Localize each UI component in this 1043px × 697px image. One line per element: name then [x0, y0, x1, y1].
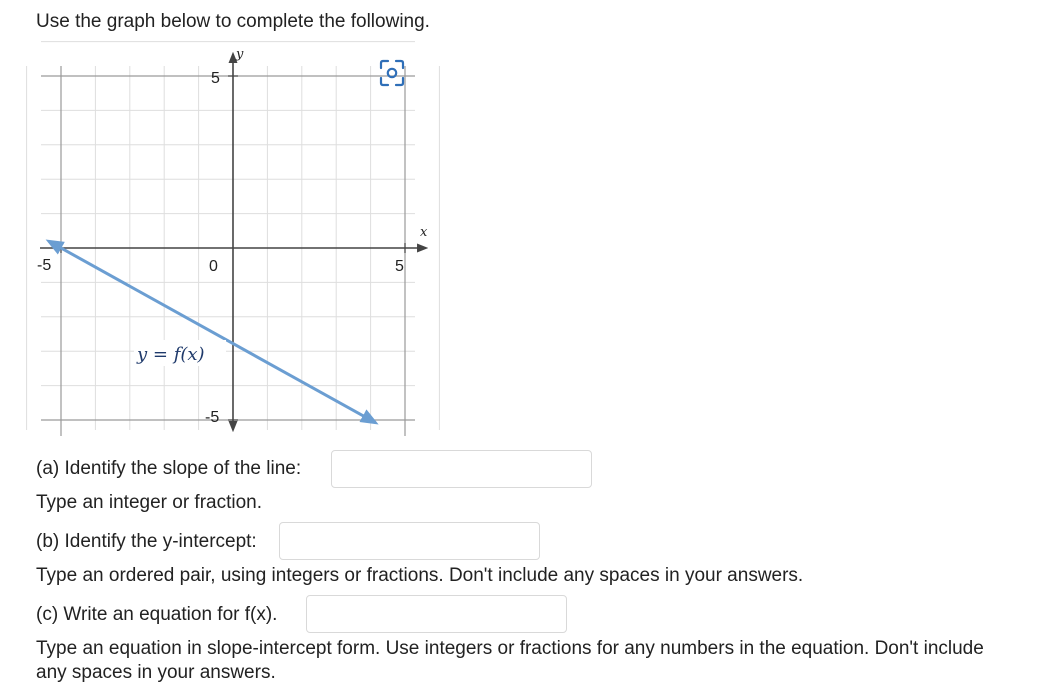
tick-label-y-pos5: 5: [211, 70, 220, 87]
tick-label-x-neg5: -5: [37, 257, 52, 274]
tick-label-x-pos5: 5: [395, 258, 404, 275]
y-intercept-input[interactable]: [279, 522, 540, 560]
x-axis-label: x: [420, 225, 428, 240]
question-c-hint: Type an equation in slope-intercept form. Use integers or fractions for any numbers in the equation. Don't include: [36, 638, 984, 659]
question-b-hint: Type an ordered pair, using integers or fractions. Don't include any spaces in your answers.: [36, 565, 804, 586]
function-label: y = f(x): [137, 344, 205, 365]
instructions: Use the graph below to complete the following.: [36, 11, 430, 32]
question-a-prompt: (a) Identify the slope of the line:: [36, 458, 302, 479]
zoom-target-icon[interactable]: [381, 61, 403, 85]
y-axis-label: y: [236, 47, 244, 62]
graph: [0, 0, 440, 440]
question-a-hint: Type an integer or fraction.: [36, 492, 263, 513]
grid-major: [41, 66, 415, 436]
question-c-prompt: (c) Write an equation for f(x).: [36, 604, 278, 625]
tick-label-y-neg5: -5: [205, 409, 220, 426]
question-c-hint-line2: any spaces in your answers.: [36, 662, 276, 683]
tick-label-origin: 0: [209, 258, 218, 275]
slope-input[interactable]: [331, 450, 592, 488]
equation-input[interactable]: [306, 595, 567, 633]
question-b-prompt: (b) Identify the y-intercept:: [36, 531, 257, 552]
